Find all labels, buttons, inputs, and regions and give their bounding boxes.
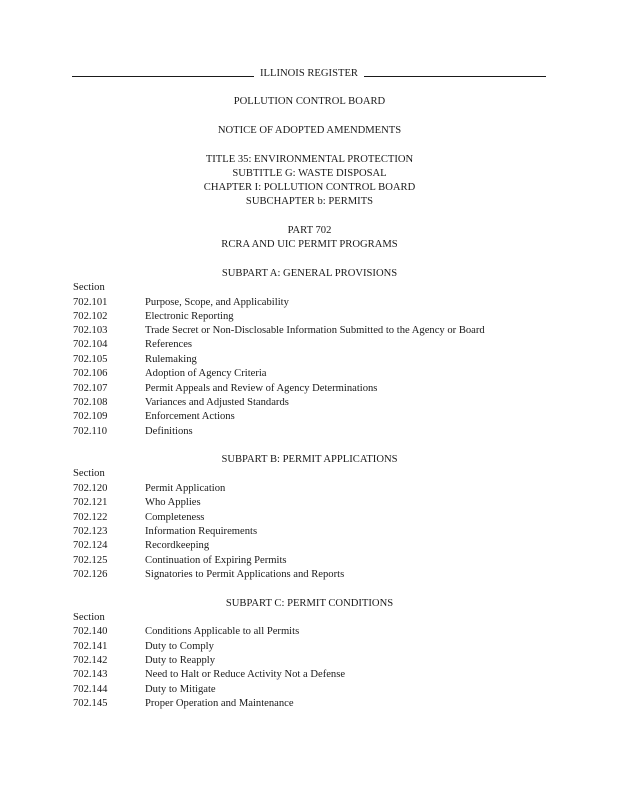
section-title: Permit Application xyxy=(145,483,226,494)
toc-row xyxy=(73,525,257,539)
toc-row xyxy=(73,310,234,324)
section-number: 702.105 xyxy=(73,354,108,365)
toc-row xyxy=(73,654,215,668)
section-title: Need to Halt or Reduce Activity Not a Defense xyxy=(145,669,346,680)
section-title: Purpose, Scope, and Applicability xyxy=(145,297,289,308)
section-number: 702.124 xyxy=(73,540,108,551)
toc-row xyxy=(73,353,197,367)
section-title: Electronic Reporting xyxy=(145,311,234,322)
toc-row xyxy=(73,324,485,338)
toc-row xyxy=(73,668,345,682)
toc-row xyxy=(73,396,289,410)
citation-subchapter: SUBCHAPTER b: PERMITS xyxy=(245,196,374,207)
section-title: References xyxy=(145,339,193,350)
section-title: Proper Operation and Maintenance xyxy=(145,698,294,709)
section-title: Completeness xyxy=(145,512,205,523)
section-number: 702.140 xyxy=(73,626,108,637)
section-number: 702.120 xyxy=(73,483,108,494)
citation-title: TITLE 35: ENVIRONMENTAL PROTECTION xyxy=(205,154,414,165)
section-title: Duty to Mitigate xyxy=(145,684,216,695)
section-number: 702.109 xyxy=(73,411,108,422)
citation-chapter: CHAPTER I: POLLUTION CONTROL BOARD xyxy=(203,182,416,193)
toc-row xyxy=(73,410,235,424)
toc-row xyxy=(73,683,216,697)
section-number: 702.141 xyxy=(73,641,108,652)
toc-row xyxy=(73,640,214,654)
section-label: Section xyxy=(73,282,105,293)
section-title: Rulemaking xyxy=(145,354,197,365)
section-number: 702.144 xyxy=(73,684,108,695)
toc-row xyxy=(73,425,193,439)
section-title: Duty to Comply xyxy=(145,641,214,652)
register-header xyxy=(72,67,546,77)
section-number: 702.145 xyxy=(73,698,108,709)
section-title: Adoption of Agency Criteria xyxy=(145,368,267,379)
section-title: Definitions xyxy=(145,426,193,437)
board-name: POLLUTION CONTROL BOARD xyxy=(233,96,386,107)
section-title: Trade Secret or Non-Disclosable Information Submitted to the Agency or Board xyxy=(145,325,485,336)
subpart-b-heading: SUBPART B: PERMIT APPLICATIONS xyxy=(221,454,398,465)
notice-title: NOTICE OF ADOPTED AMENDMENTS xyxy=(217,125,402,136)
section-number: 702.108 xyxy=(73,397,108,408)
section-title: Permit Appeals and Review of Agency Determinations xyxy=(145,383,378,394)
section-number: 702.102 xyxy=(73,311,108,322)
section-number: 702.104 xyxy=(73,339,108,350)
toc-row xyxy=(73,554,287,568)
section-number: 702.103 xyxy=(73,325,108,336)
section-number: 702.106 xyxy=(73,368,108,379)
toc-row xyxy=(73,482,225,496)
section-number: 702.123 xyxy=(73,526,108,537)
section-title: Recordkeeping xyxy=(145,540,210,551)
toc-row xyxy=(73,496,201,510)
section-title: Who Applies xyxy=(145,497,201,508)
section-title: Enforcement Actions xyxy=(145,411,235,422)
part-name: RCRA AND UIC PERMIT PROGRAMS xyxy=(221,239,398,250)
section-label: Section xyxy=(73,612,105,623)
toc-row xyxy=(73,625,299,639)
toc-row xyxy=(73,296,289,310)
section-title: Variances and Adjusted Standards xyxy=(145,397,289,408)
section-number: 702.121 xyxy=(73,497,108,508)
section-title: Signatories to Permit Applications and Reports xyxy=(145,569,345,580)
toc-row xyxy=(73,539,209,553)
toc-row xyxy=(73,568,344,582)
section-number: 702.110 xyxy=(73,426,108,437)
toc-row xyxy=(73,382,377,396)
part-number: PART 702 xyxy=(287,225,332,236)
section-label: Section xyxy=(73,468,105,479)
section-title: Duty to Reapply xyxy=(145,655,216,666)
section-title: Information Requirements xyxy=(145,526,258,537)
section-title: Conditions Applicable to all Permits xyxy=(145,626,300,637)
subpart-a-heading: SUBPART A: GENERAL PROVISIONS xyxy=(221,268,398,279)
register-title: ILLINOIS REGISTER xyxy=(254,68,364,79)
section-number: 702.142 xyxy=(73,655,108,666)
section-number: 702.101 xyxy=(73,297,108,308)
section-number: 702.107 xyxy=(73,383,108,394)
section-number: 702.126 xyxy=(73,569,108,580)
toc-row xyxy=(73,511,204,525)
section-title: Continuation of Expiring Permits xyxy=(145,555,287,566)
toc-row xyxy=(73,367,267,381)
toc-row xyxy=(73,697,294,711)
section-number: 702.143 xyxy=(73,669,108,680)
section-number: 702.122 xyxy=(73,512,108,523)
citation-subtitle: SUBTITLE G: WASTE DISPOSAL xyxy=(232,168,387,179)
section-number: 702.125 xyxy=(73,555,108,566)
subpart-c-heading: SUBPART C: PERMIT CONDITIONS xyxy=(225,598,394,609)
toc-row xyxy=(73,338,192,352)
